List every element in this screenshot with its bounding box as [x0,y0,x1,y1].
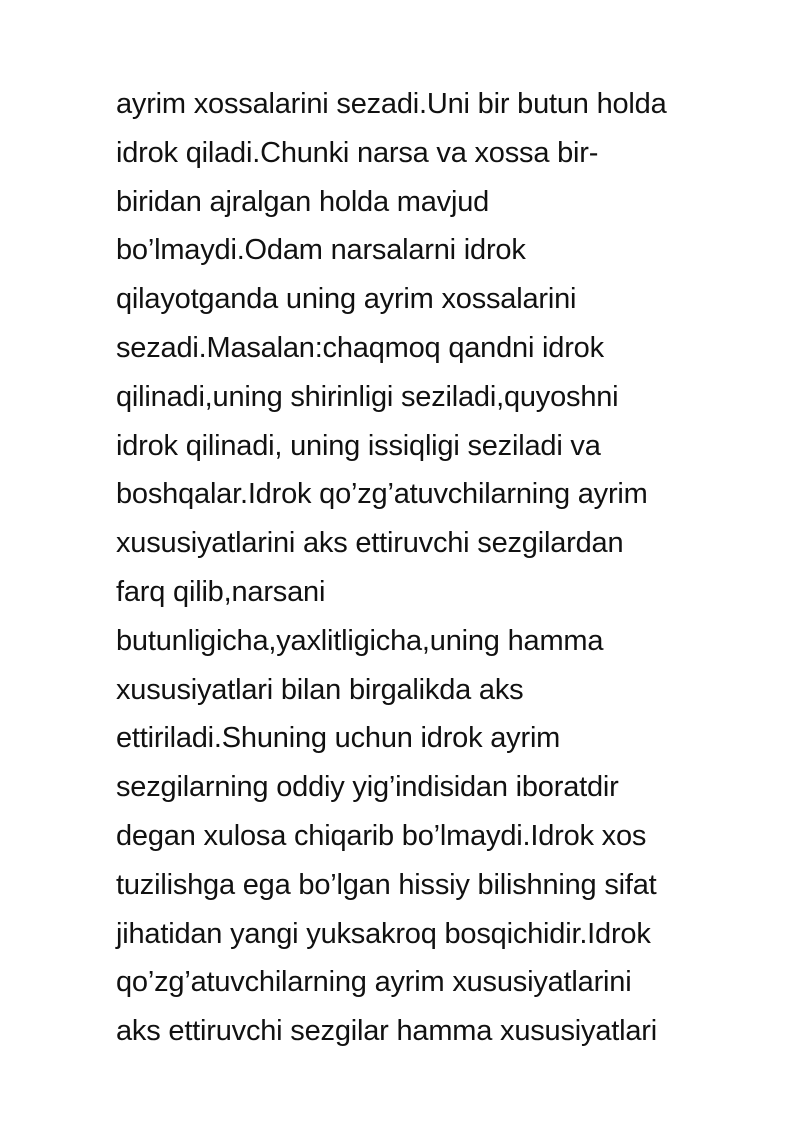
text-line-2: idrok qiladi.Chunki narsa va xossa bir- [116,136,599,169]
text-line-3: biridan ajralgan holda mavjud [116,185,490,218]
text-line-10: xususiyatlarini aks ettiruvchi sezgilardan [116,527,624,560]
text-line-12: butunligicha,yaxlitligicha,uning hamma [116,624,604,657]
text-line-19: qo’zg’atuvchilarning ayrim xususiyatlarini [116,966,632,999]
text-line-16: degan xulosa chiqarib bo’lmaydi.Idrok xos [116,819,647,852]
text-line-9: boshqalar.Idrok qo’zg’atuvchilarning ayrim [116,478,648,511]
text-line-8: idrok qilinadi, uning issiqligi seziladi va [116,429,601,462]
text-line-11: farq qilib,narsani [116,575,326,608]
body-text [116,80,756,1056]
text-line-13: xususiyatlari bilan birgalikda aks [116,673,524,706]
text-line-6: sezadi.Masalan:chaqmoq qandni idrok [116,331,604,364]
text-line-4: bo’lmaydi.Odam narsalarni idrok [116,234,526,267]
text-line-1: ayrim xossalarini sezadi.Uni bir butun holda [116,88,667,120]
text-line-5: qilayotganda uning ayrim xossalarini [116,283,577,316]
text-line-15: sezgilarning oddiy yig’indisidan iboratdir [116,771,619,804]
text-line-14: ettiriladi.Shuning uchun idrok ayrim [116,722,561,755]
text-line-7: qilinadi,uning shirinligi seziladi,quyoshni [116,380,619,413]
text-line-20: aks ettiruvchi sezgilar hamma xususiyatlari [116,1015,657,1048]
text-line-17: tuzilishga ega bo’lgan hissiy bilishning sifat [116,868,657,901]
text-line-18: jihatidan yangi yuksakroq bosqichidir.Idrok [116,917,651,950]
